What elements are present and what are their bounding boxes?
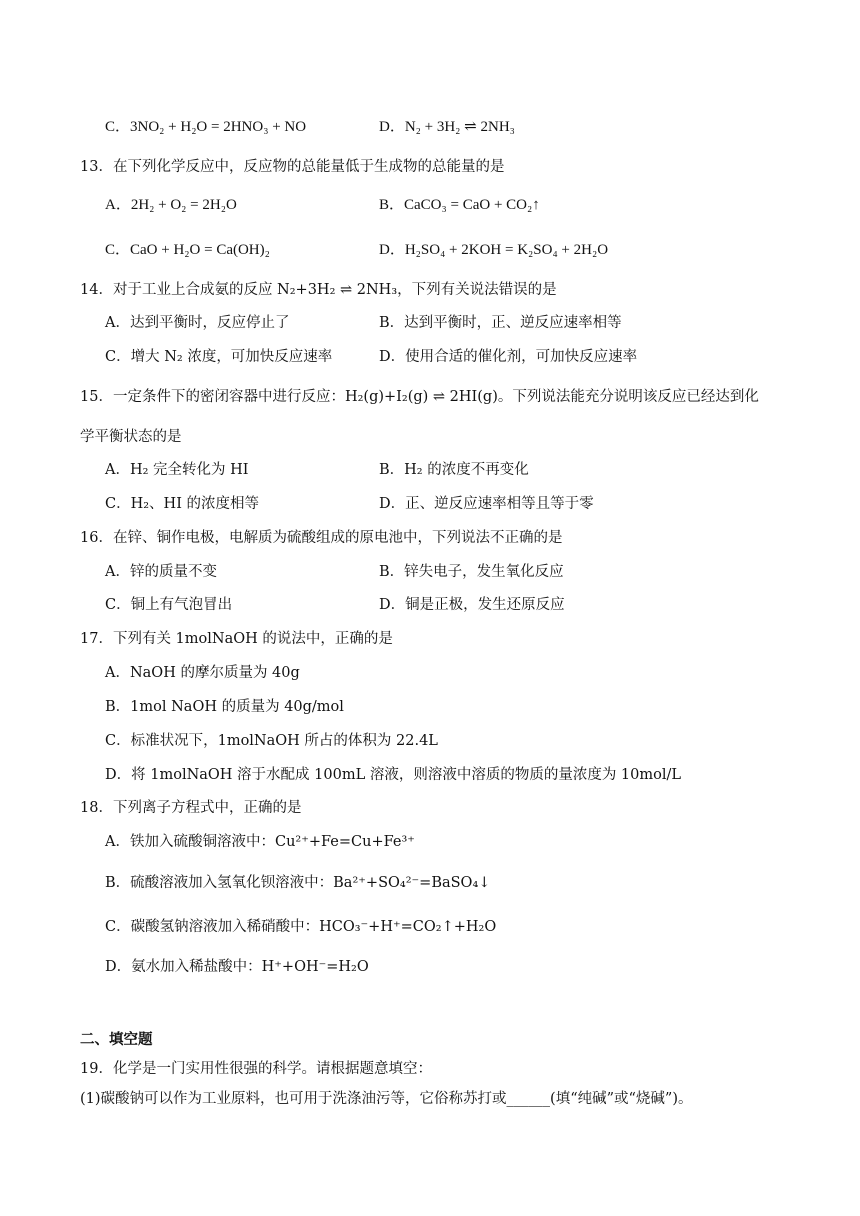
q14-option-c: C．增大 N₂ 浓度，可加快反应速率	[105, 349, 333, 365]
q14-option-a: A．达到平衡时，反应停止了	[105, 315, 290, 331]
q15-option-c: C．H₂、HI 的浓度相等	[105, 496, 260, 512]
q15-option-a: A．H₂ 完全转化为 HI	[105, 462, 249, 478]
q17-option-c: C．标准状况下，1molNaOH 所占的体积为 22.4L	[105, 733, 438, 749]
q14-option-b: B．达到平衡时，正、逆反应速率相等	[379, 315, 622, 331]
q19-part1: (1)碳酸钠可以作为工业原料，也可用于洗涤油污等，它俗称苏打或______(填“纯碱”或“烧碱”)。	[80, 1091, 693, 1107]
q14-stem: 14．对于工业上合成氨的反应 N₂+3H₂ ⇌ 2NH₃，下列有关说法错误的是	[80, 282, 557, 298]
q16-option-a: A．锌的质量不变	[105, 564, 217, 580]
section-title: 二、填空题	[80, 1031, 153, 1048]
q17-option-d: D．将 1molNaOH 溶于水配成 100mL 溶液，则溶液中溶质的物质的量浓度为 10mol/L	[105, 767, 682, 783]
q18-option-b: B．硫酸溶液加入氢氧化钡溶液中：Ba²⁺+SO₄²⁻=BaSO₄↓	[105, 875, 491, 891]
q12-option-d: D．N₂ + 3H₂ ⇌ 2NH₃	[379, 119, 515, 135]
q13-option-d: D．H₂SO₄ + 2KOH = K₂SO₄ + 2H₂O	[379, 242, 609, 258]
q15-stem-line1: 15．一定条件下的密闭容器中进行反应：H₂(g)+I₂(g) ⇌ 2HI(g)。下列说法能充分说明该反应已经达到化	[80, 389, 759, 405]
q19-stem: 19．化学是一门实用性很强的科学。请根据题意填空：	[80, 1061, 432, 1077]
q13-stem: 13．在下列化学反应中，反应物的总能量低于生成物的总能量的是	[80, 159, 505, 175]
q16-option-b: B．锌失电子，发生氧化反应	[379, 564, 564, 580]
q16-option-c: C．铜上有气泡冒出	[105, 597, 233, 613]
q16-stem: 16．在锌、铜作电极，电解质为硫酸组成的原电池中，下列说法不正确的是	[80, 530, 563, 546]
q12-option-c: C．3NO₂ + H₂O = 2HNO₃ + NO	[105, 119, 307, 135]
q13-option-c: C．CaO + H₂O = Ca(OH)₂	[105, 242, 270, 258]
q15-option-b: B．H₂ 的浓度不再变化	[379, 462, 529, 478]
q18-option-d: D．氨水加入稀盐酸中：H⁺+OH⁻=H₂O	[105, 959, 369, 975]
q18-stem: 18．下列离子方程式中，正确的是	[80, 800, 302, 816]
q17-stem: 17．下列有关 1molNaOH 的说法中，正确的是	[80, 631, 393, 647]
q15-option-d: D．正、逆反应速率相等且等于零	[379, 496, 594, 512]
q18-option-a: A．铁加入硫酸铜溶液中：Cu²⁺+Fe=Cu+Fe³⁺	[105, 834, 415, 850]
q17-option-a: A．NaOH 的摩尔质量为 40g	[105, 665, 300, 681]
q14-option-d: D．使用合适的催化剂，可加快反应速率	[379, 349, 638, 365]
q17-option-b: B．1mol NaOH 的质量为 40g/mol	[105, 699, 344, 715]
q13-option-b: B．CaCO₃ = CaO + CO₂↑	[379, 197, 540, 213]
q15-stem-line2: 学平衡状态的是	[80, 429, 182, 445]
q18-option-c: C．碳酸氢钠溶液加入稀硝酸中：HCO₃⁻+H⁺=CO₂↑+H₂O	[105, 919, 497, 935]
q16-option-d: D．铜是正极，发生还原反应	[379, 597, 565, 613]
q13-option-a: A．2H₂ + O₂ = 2H₂O	[105, 197, 237, 213]
